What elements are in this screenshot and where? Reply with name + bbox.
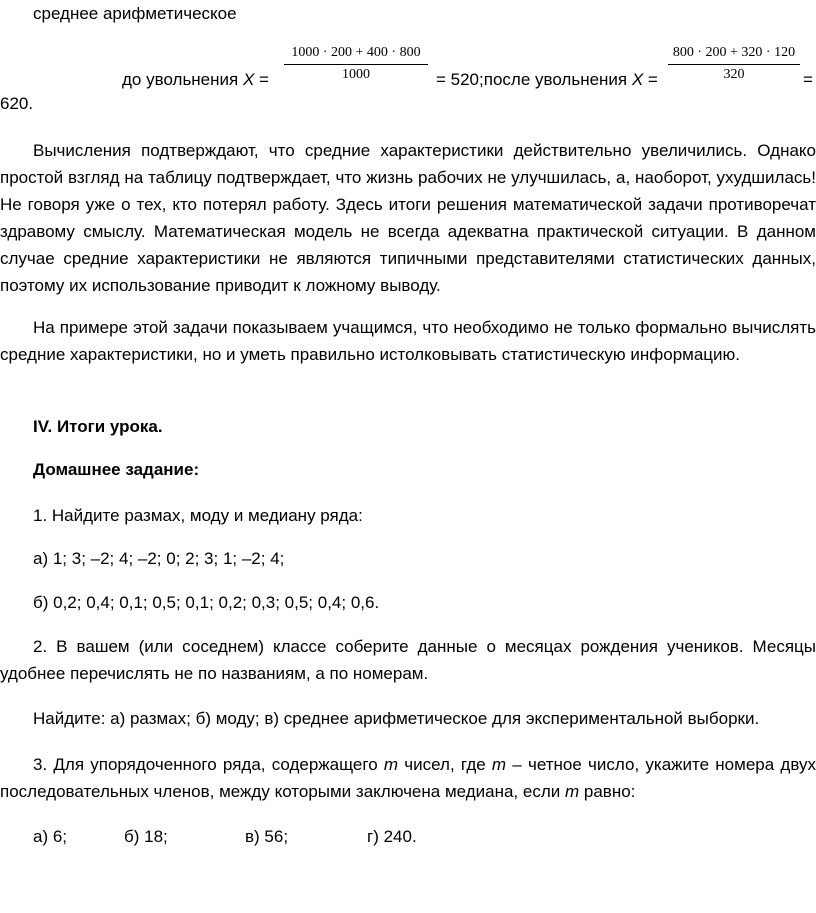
task-3: 3. Для упорядоченного ряда, содержащего m чисел, где m – четное число, укажите номера двух последовательных членов, между которыми заключена медиана, если m равно: bbox=[0, 755, 816, 801]
fraction-after bbox=[668, 45, 800, 83]
fraction-after-denominator: 320 bbox=[723, 67, 745, 82]
answer-b: б) 18; bbox=[124, 827, 168, 846]
paragraph-2: На примере этой задачи показываем учащимся, что необходимо не только формально вычислять средние характеристики, но и уметь правильно истолковывать статистическую информацию. bbox=[0, 318, 816, 364]
task-2b: Найдите: а) размах; б) моду; в) среднее арифметическое для экспериментальной выборки. bbox=[33, 709, 760, 728]
answer-a: а) 6; bbox=[33, 827, 68, 846]
answer-c: в) 56; bbox=[245, 827, 289, 846]
fraction-after-numerator: 800 · 200 + 320 · 120 bbox=[672, 45, 796, 60]
formula-before-label: до увольнения X = bbox=[122, 70, 269, 89]
answer-d: г) 240. bbox=[367, 827, 417, 846]
fraction-before bbox=[284, 45, 428, 83]
fraction-before-numerator: 1000 · 200 + 400 · 800 bbox=[291, 45, 421, 60]
formula-equals: = bbox=[803, 70, 813, 89]
homework-title: Домашнее задание: bbox=[33, 460, 200, 479]
task-1a: а) 1; 3; –2; 4; –2; 0; 2; 3; 1; –2; 4; bbox=[33, 549, 285, 568]
fraction-before-denominator: 1000 bbox=[342, 67, 370, 82]
heading-line: среднее арифметическое bbox=[33, 4, 237, 23]
task-2: 2. В вашем (или соседнем) классе соберите данные о месяцах рождения учеников. Месяцы удобнее перечислять не по названиям, а по номерам. bbox=[0, 637, 816, 683]
fraction-bar bbox=[284, 64, 428, 65]
formula-result: 620. bbox=[0, 94, 34, 113]
paragraph-1: Вычисления подтверждают, что средние характеристики действительно увеличились. Однако простой взгляд на таблицу подтверждает, что жизнь рабочих не улучшилась, а, наоборот, ухудшилась! Не говоря уже о тех, кто потерял работу. Здесь итоги решения математической задачи противоречат здравому смыслу. Математическая модель не всегда адекватна практической ситуации. В данном случае средние характеристики не являются типичными представителями статистических данных, поэтому их использование приводит к ложному выводу. bbox=[0, 141, 816, 295]
task-1: 1. Найдите размах, моду и медиану ряда: bbox=[33, 506, 363, 525]
task-1b: б) 0,2; 0,4; 0,1; 0,5; 0,1; 0,2; 0,3; 0,5; 0,4; 0,6. bbox=[33, 593, 380, 612]
formula-after-label: = 520;после увольнения X = bbox=[436, 70, 658, 89]
section-title: IV. Итоги урока. bbox=[33, 417, 163, 436]
fraction-bar bbox=[668, 64, 800, 65]
